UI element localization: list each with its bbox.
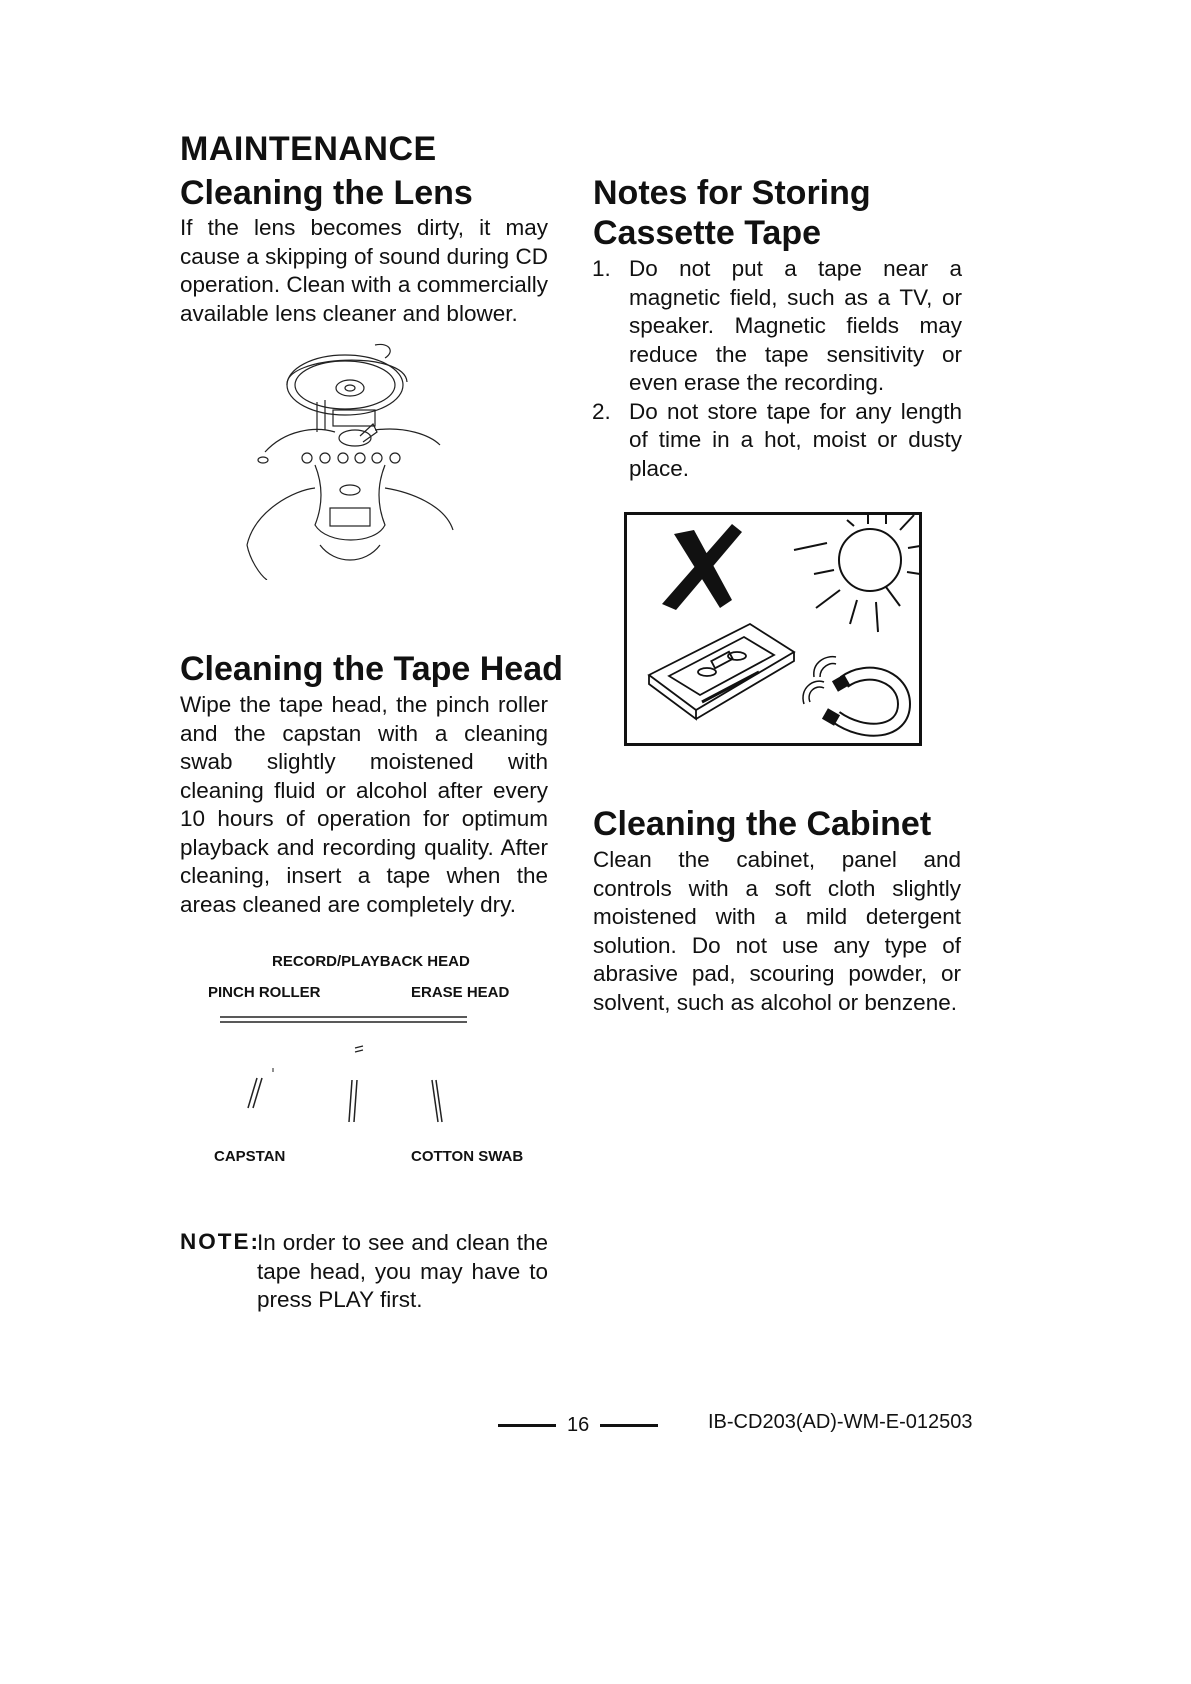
lens-title: Cleaning the Lens bbox=[180, 174, 473, 212]
note-label: NOTE: bbox=[180, 1229, 260, 1254]
storing-title-line2: Cassette Tape bbox=[593, 214, 822, 252]
footer-rule-right bbox=[600, 1424, 658, 1427]
note-text: In order to see and clean the tape head, you may have to press PLAY first. bbox=[257, 1230, 548, 1312]
page-number: 16 bbox=[567, 1414, 590, 1436]
tape-head-diagram bbox=[215, 1010, 475, 1130]
page-heading: MAINTENANCE bbox=[180, 130, 437, 168]
label-pinch-roller: PINCH ROLLER bbox=[208, 984, 321, 1001]
storing-title-line1: Notes for Storing bbox=[593, 174, 871, 212]
list-item-text: Do not put a tape near a magnetic field, such as a TV, or speaker. Magnetic fields may reduce the tape sensitivity or even erase the recording. bbox=[629, 256, 962, 395]
list-item-number: 2. bbox=[592, 398, 611, 424]
list-item bbox=[592, 255, 962, 398]
list-item bbox=[592, 398, 962, 484]
footer-rule-left bbox=[498, 1424, 556, 1427]
cd-player-illustration bbox=[245, 340, 455, 580]
lens-text: If the lens becomes dirty, it may cause a skipping of sound during CD operation. Clean with a commercially available lens cleaner and blower. bbox=[180, 215, 548, 326]
storage-warning-illustration bbox=[624, 512, 922, 746]
cabinet-text: Clean the cabinet, panel and controls with a soft cloth slightly moistened with a mild detergent solution. Do not use any type of abrasive pad, scouring powder, or solvent, such as alcohol or benzene. bbox=[593, 847, 961, 1015]
list-item-number: 1. bbox=[592, 256, 611, 281]
tape-head-text: Wipe the tape head, the pinch roller and the capstan with a cleaning swab slightly moistened with cleaning fluid or alcohol after every 10 hours of operation for optimum playback and recording quality. After cleaning, insert a tape when the areas cleaned are completely dry. bbox=[180, 692, 548, 917]
label-erase-head: ERASE HEAD bbox=[411, 984, 510, 1001]
list-item-text: Do not store tape for any length of time in a hot, moist or dusty place. bbox=[629, 398, 962, 481]
label-cotton-swab: COTTON SWAB bbox=[411, 1148, 524, 1165]
document-code: IB-CD203(AD)-WM-E-012503 bbox=[708, 1411, 973, 1433]
cabinet-title: Cleaning the Cabinet bbox=[593, 805, 932, 843]
tape-head-title: Cleaning the Tape Head bbox=[180, 650, 563, 688]
storing-list bbox=[592, 255, 962, 483]
label-record-playback-head: RECORD/PLAYBACK HEAD bbox=[272, 953, 470, 970]
label-capstan: CAPSTAN bbox=[214, 1148, 286, 1165]
